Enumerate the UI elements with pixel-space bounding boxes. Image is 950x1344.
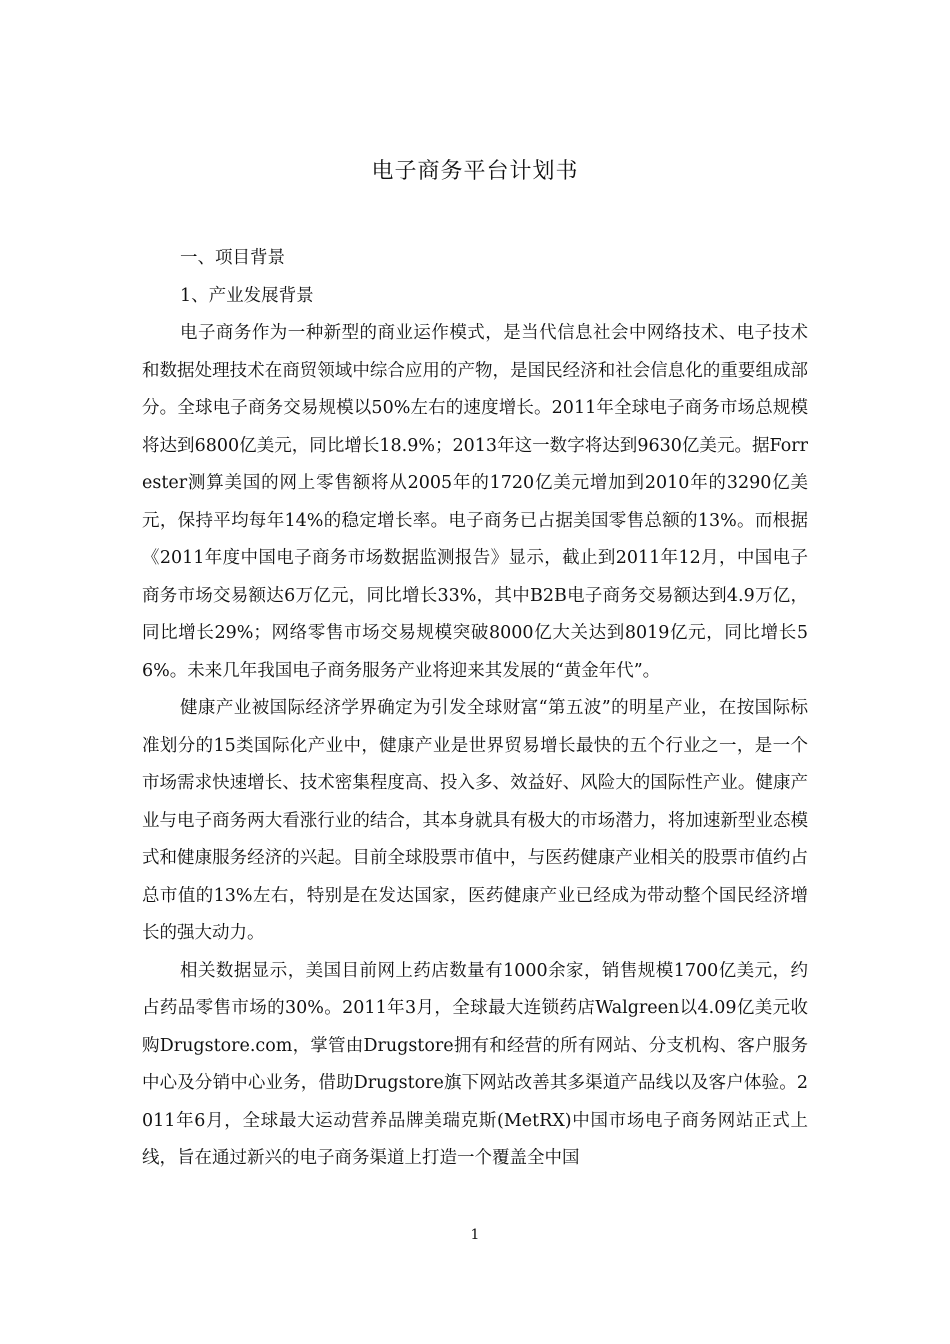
subsection-heading: 1、产业发展背景 [180, 285, 314, 306]
document-body [142, 240, 808, 1178]
paragraph-ecommerce: 电子商务作为一种新型的商业运作模式，是当代信息社会中网络技术、电子技术和数据处理技术在商贸领域中综合应用的产物，是国民经济和社会信息化的重要组成部分。全球电子商务交易规模以50%左右的速度增长。2011年全球电子商务市场总规模将达到6800亿美元，同比增长18.9%；2013年这一数字将达到9630亿美元。据Forrester测算美国的网上零售额将从2005年的1720亿美元增加到2010年的3290亿美元，保持平均每年14%的稳定增长率。电子商务已占据美国零售总额的13%。而根据《2011年度中国电子商务市场数据监测报告》显示，截止到2011年12月，中国电子商务市场交易额达6万亿元，同比增长33%，其中B2B电子商务交易额达到4.9万亿，同比增长29%；网络零售市场交易规模突破8000亿大关达到8019亿元，同比增长56%。未来几年我国电子商务服务产业将迎来其发展的“黄金年代”。 [142, 323, 808, 681]
section-heading: 一、项目背景 [180, 248, 285, 268]
paragraph-online-pharmacy: 相关数据显示，美国目前网上药店数量有1000余家，销售规模1700亿美元，约占药品零售市场的30%。2011年3月，全球最大连锁药店Walgreen以4.09亿美元收购Drugstore.com，掌管由Drugstore拥有和经营的所有网站、分支机构、客户服务中心及分销中心业务，借助Drugstore旗下网站改善其多渠道产品线以及客户体验。2011年6月，全球最大运动营养品牌美瑞克斯(MetRX)中国市场电子商务网站正式上线，旨在通过新兴的电子商务渠道上打造一个覆盖全中国 [142, 960, 808, 1168]
paragraph-health-industry: 健康产业被国际经济学界确定为引发全球财富“第五波”的明星产业，在按国际标准划分的15类国际化产业中，健康产业是世界贸易增长最快的五个行业之一，是一个市场需求快速增长、技术密集程度高、投入多、效益好、风险大的国际性产业。健康产业与电子商务两大看涨行业的结合，其本身就具有极大的市场潜力，将加速新型业态模式和健康服务经济的兴起。目前全球股票市值中，与医药健康产业相关的股票市值约占总市值的13%左右，特别是在发达国家，医药健康产业已经成为带动整个国民经济增长的强大动力。 [142, 698, 808, 943]
document-title: 电子商务平台计划书 [371, 159, 579, 184]
page-number: 1 [470, 1227, 480, 1243]
